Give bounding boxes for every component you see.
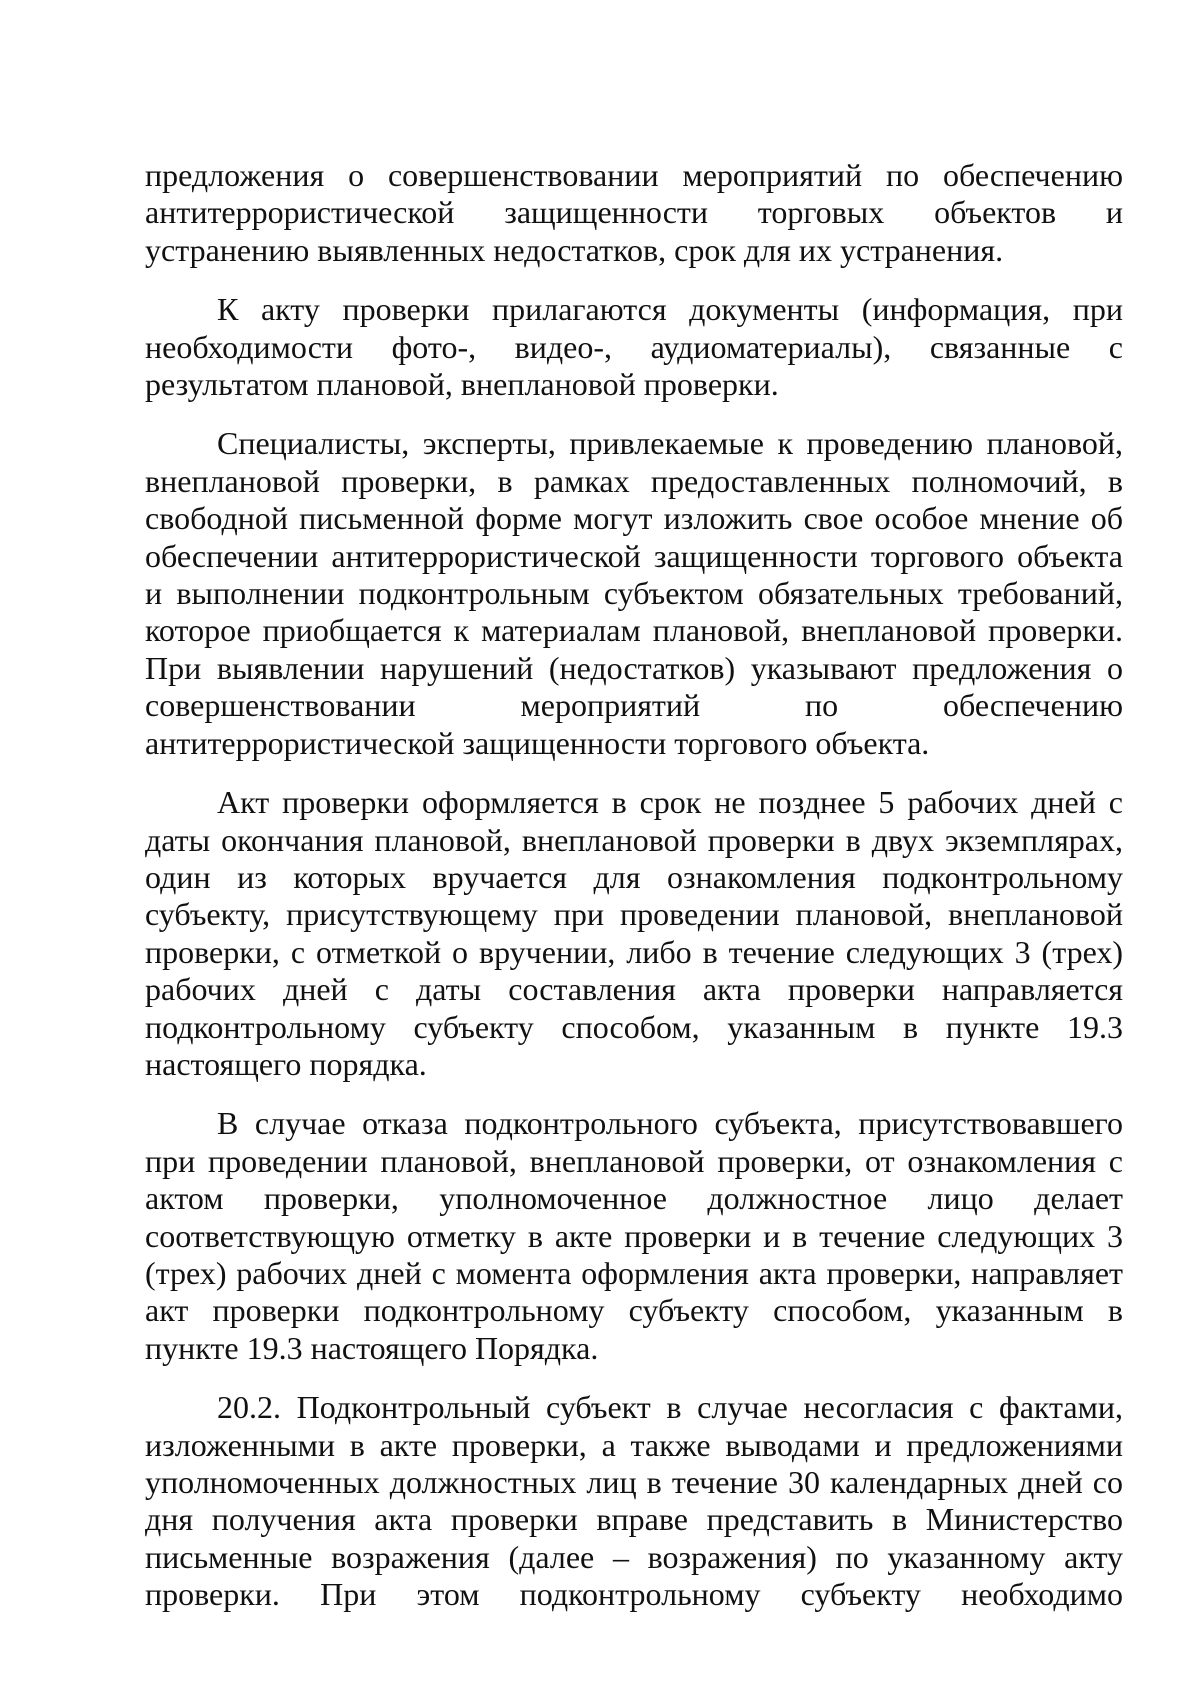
paragraph-specialists-opinion: Специалисты, эксперты, привлекаемые к проведению плановой, внеплановой проверки, в рамках предоставленных полномочий, в свободной письменной форме могут изложить свое особое мнение об обеспечении антитеррористической защищенности торгового объекта и выполнении подконтрольным субъектом обязательных требований, которое приобщается к материалам плановой, внеплановой проверки. При выявлении нарушений (недостатков) указывают предложения о совершенствовании мероприятий по обеспечению антитеррористической защищенности торгового объекта. — [145, 425, 1123, 761]
paragraph-continuation: предложения о совершенствовании мероприятий по обеспечению антитеррористической защищенности торговых объектов и устранению выявленных недостатков, срок для их устранения. — [145, 157, 1123, 268]
document-body — [145, 157, 1123, 1636]
paragraph-act-execution: Акт проверки оформляется в срок не позднее 5 рабочих дней с даты окончания плановой, внеплановой проверки в двух экземплярах, один из которых вручается для ознакомления подконтрольному субъекту, присутствующему при проведении плановой, внеплановой проверки, с отметкой о вручении, либо в течение следующих 3 (трех) рабочих дней с даты составления акта проверки направляется подконтрольному субъекту способом, указанным в пункте 19.3 настоящего порядка. — [145, 784, 1123, 1082]
paragraph-objections: 20.2. Подконтрольный субъект в случае несогласия с фактами, изложенными в акте проверки, а также выводами и предложениями уполномоченных должностных лиц в течение 30 календарных дней со дня получения акта проверки вправе представить в Министерство письменные возражения (далее – возражения) по указанному акту проверки. При этом подконтрольному субъекту необходимо — [145, 1389, 1123, 1613]
paragraph-attached-documents: К акту проверки прилагаются документы (информация, при необходимости фото-, видео-, аудиоматериалы), связанные с результатом плановой, внеплановой проверки. — [145, 291, 1123, 403]
paragraph-refusal: В случае отказа подконтрольного субъекта, присутствовавшего при проведении плановой, внеплановой проверки, от ознакомления с актом проверки, уполномоченное должностное лицо делает соответствующую отметку в акте проверки и в течение следующих 3 (трех) рабочих дней с момента оформления акта проверки, направляет акт проверки подконтрольному субъекту способом, указанным в пункте 19.3 настоящего Порядка. — [145, 1105, 1123, 1366]
